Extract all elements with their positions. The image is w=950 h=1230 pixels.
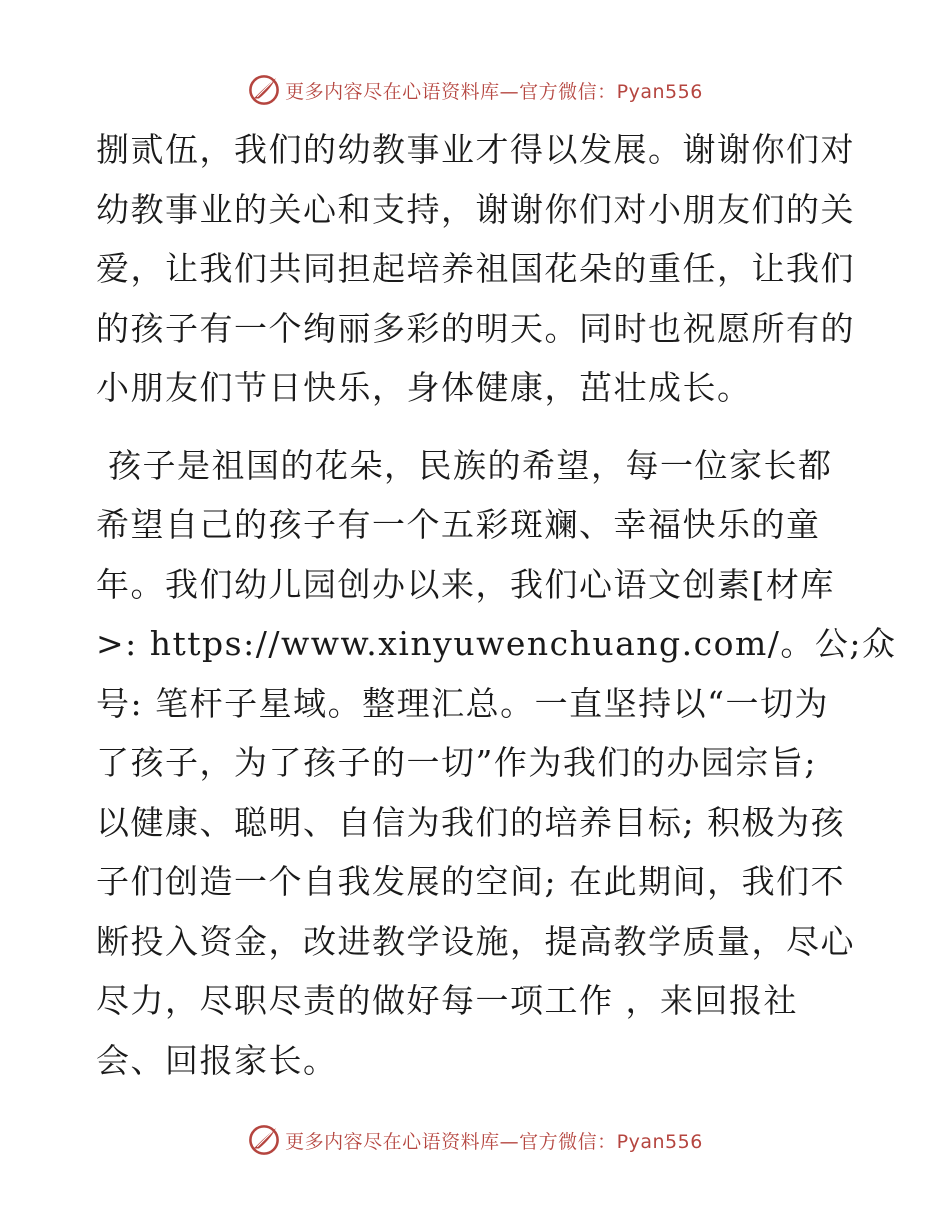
footer-banner (0, 1120, 950, 1160)
text-line: 子们创造一个自我发展的空间; 在此期间，我们不 (96, 862, 846, 901)
text-line: 以健康、聪明、自信为我们的培养目标; 积极为孩 (96, 802, 846, 842)
text-line: 会、回报家长。 (96, 1040, 338, 1080)
quill-pen-logo-icon (247, 1123, 281, 1157)
text-line: 号: 笔杆子星域。整理汇总。一直坚持以“一切为 (96, 683, 829, 723)
footer-banner-text: 更多内容尽在心语资料库—官方微信：Pyan556 (285, 1130, 703, 1153)
paragraph-1 (96, 120, 856, 418)
text-line: 爱，让我们共同担起培养祖国花朵的重任，让我们 (96, 249, 855, 288)
header-banner-text: 更多内容尽在心语资料库—官方微信：Pyan556 (285, 80, 703, 103)
text-line: >: https://www.xinyuwenchuang.com/。公;众 (96, 624, 897, 663)
document-body (96, 120, 897, 1090)
header-banner (0, 70, 950, 110)
text-line: 小朋友们节日快乐，身体健康，茁壮成长。 (96, 368, 752, 407)
text-line: 的孩子有一个绚丽多彩的明天。同时也祝愿所有的 (96, 308, 855, 348)
text-line: 尽力，尽职尽责的做好每一项工作 ，来回报社 (96, 981, 798, 1020)
text-line: 断投入资金，改进教学设施，提高教学质量，尽心 (96, 921, 855, 961)
text-line: 捌贰伍，我们的幼教事业才得以发展。谢谢你们对 (96, 130, 855, 169)
quill-pen-logo-icon (247, 73, 281, 107)
text-line: 希望自己的孩子有一个五彩斑斓、幸福快乐的童 (96, 505, 821, 544)
text-line: 孩子是祖国的花朵，民族的希望，每一位家长都 (96, 445, 833, 485)
text-line: 年。我们幼儿园创办以来，我们心语文创素[材库 (96, 564, 835, 604)
text-line: 了孩子，为了孩子的一切”作为我们的办园宗旨; (96, 743, 817, 782)
text-line: 幼教事业的关心和支持，谢谢你们对小朋友们的关 (96, 189, 855, 229)
paragraph-2 (96, 436, 897, 1091)
